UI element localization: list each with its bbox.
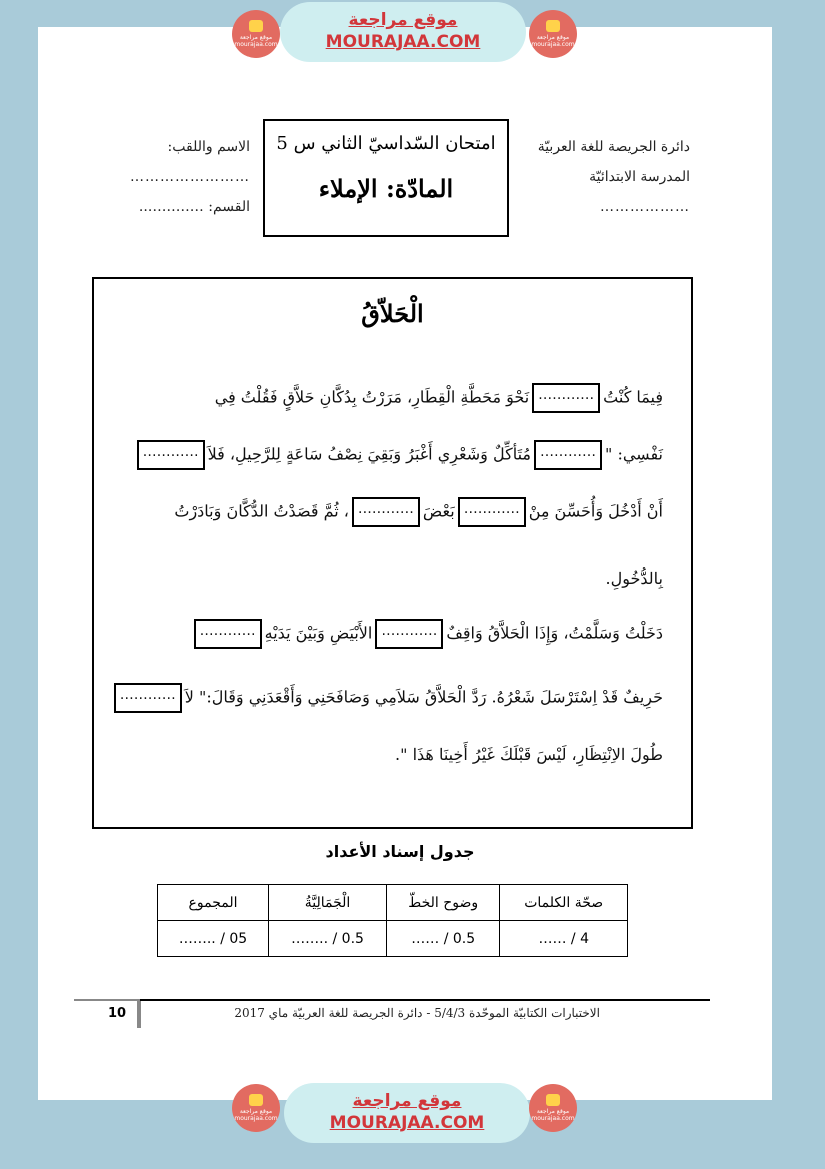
blank-4[interactable]: ………… xyxy=(458,497,526,527)
exam-title: امتحان السّداسيّ الثاني س 5 xyxy=(276,133,496,154)
text-line-6: حَرِيفٌ قَدْ اِسْتَرْسَلَ شَعْرُهُ. رَدَّ الْحَلاَّقُ سَلاَمِي وَصَافَحَنِي وَأَقْعَدَنِي وَقَالَ:" لاَ………… xyxy=(111,683,663,713)
site-name-en[interactable]: MOURAJAA.COM xyxy=(325,32,481,52)
site-banner-top[interactable] xyxy=(280,2,526,62)
footer-divider-left xyxy=(74,999,140,1001)
site-name-en[interactable]: MOURAJAA.COM xyxy=(329,1113,485,1133)
class-label[interactable]: القسم: ………….. xyxy=(138,199,250,215)
logo-icon xyxy=(249,1094,263,1106)
logo-icon xyxy=(546,20,560,32)
grading-table xyxy=(157,884,628,957)
site-name-ar[interactable]: موقع مراجعة xyxy=(352,1091,462,1111)
school-info: دائرة الجريصة للغة العربيّة المدرسة الابتدائيّة ……………… xyxy=(537,139,690,215)
grade-value[interactable]: …….. / 05 xyxy=(158,921,269,957)
site-banner-bottom[interactable] xyxy=(284,1083,530,1143)
blank-7[interactable]: ………… xyxy=(194,619,262,649)
footer-divider xyxy=(140,999,710,1001)
blank-3[interactable]: ………… xyxy=(137,440,205,470)
student-info xyxy=(90,132,250,222)
logo-icon xyxy=(249,20,263,32)
site-logo-left-top[interactable]: موقع مراجعة mourajaa.com xyxy=(232,10,280,58)
text-line-7: طُولَ الاِنْتِظَارِ، لَيْسَ قَبْلَكَ غَيْرُ أَخِينَا هَذَا ". xyxy=(395,745,663,764)
text-line-5: دَخَلْتُ وَسَلَّمْتُ، وَإِذَا الْحَلاَّقُ وَاقِفٌ…………الأَبْيَضِ وَبَيْنَ يَدَيْهِ………… xyxy=(191,619,663,649)
footer-vertical-bar xyxy=(137,1001,141,1028)
text-line-2: نَفْسِي: "…………مُتَأكِّلٌ وَشَعْرِي أَغْبَرُ وَبَقِيَ نِصْفُ سَاعَةٍ لِلرَّحِيلِ، فَلاَ………… xyxy=(134,440,663,470)
grade-value[interactable]: …… / 0.5 xyxy=(387,921,500,957)
name-label: الاسم واللقب: xyxy=(167,139,250,155)
page-number: 10 xyxy=(107,1006,127,1021)
grade-value[interactable]: …… / 4 xyxy=(500,921,628,957)
site-logo-right-bottom[interactable]: موقع مراجعة mourajaa.com xyxy=(529,1084,577,1132)
grade-header: الْجَمَالِيَّةُ xyxy=(269,885,387,921)
grade-header: صحّة الكلمات xyxy=(500,885,628,921)
blank-2[interactable]: ………… xyxy=(534,440,602,470)
logo-icon xyxy=(546,1094,560,1106)
dictation-text-box xyxy=(92,277,693,829)
blank-1[interactable]: ………… xyxy=(532,383,600,413)
blank-8[interactable]: ………… xyxy=(114,683,182,713)
grading-table-title: جدول إسناد الأعداد xyxy=(325,842,475,861)
footer-text: الاختبارات الكتابيّة الموحّدة 5/4/3 - دائرة الجريصة للغة العربيّة ماي 2017 xyxy=(234,1006,600,1020)
name-field[interactable]: …………………… xyxy=(130,169,250,185)
site-logo-left-bottom[interactable]: موقع مراجعة mourajaa.com xyxy=(232,1084,280,1132)
text-title: الْحَلاّقُ xyxy=(361,299,424,328)
exam-title-box xyxy=(263,119,509,237)
text-line-4: بِالدُّخُولِ. xyxy=(605,569,663,588)
blank-5[interactable]: ………… xyxy=(352,497,420,527)
site-name-ar[interactable]: موقع مراجعة xyxy=(348,10,458,30)
grade-header: المجموع xyxy=(158,885,269,921)
grade-value[interactable]: …….. / 0.5 xyxy=(269,921,387,957)
site-logo-right-top[interactable]: موقع مراجعة mourajaa.com xyxy=(529,10,577,58)
blank-6[interactable]: ………… xyxy=(375,619,443,649)
text-line-3: أَنْ أَدْخُلَ وَأُحَسِّنَ مِنْ…………بَعْضَ…………، ثُمَّ قَصَدْتُ الدُّكَّانَ وَبَادَرْتُ xyxy=(174,497,663,527)
grade-header: وضوح الخطّ xyxy=(387,885,500,921)
subject-title: المادّة: الإملاء xyxy=(318,174,454,203)
text-line-1: فِيمَا كُنْتُ…………نَحْوَ مَحَطَّةِ الْقِطَارِ، مَرَرْتُ بِدُكَّانِ حَلاَّقٍ فَقُلْتُ فِي xyxy=(215,383,663,413)
